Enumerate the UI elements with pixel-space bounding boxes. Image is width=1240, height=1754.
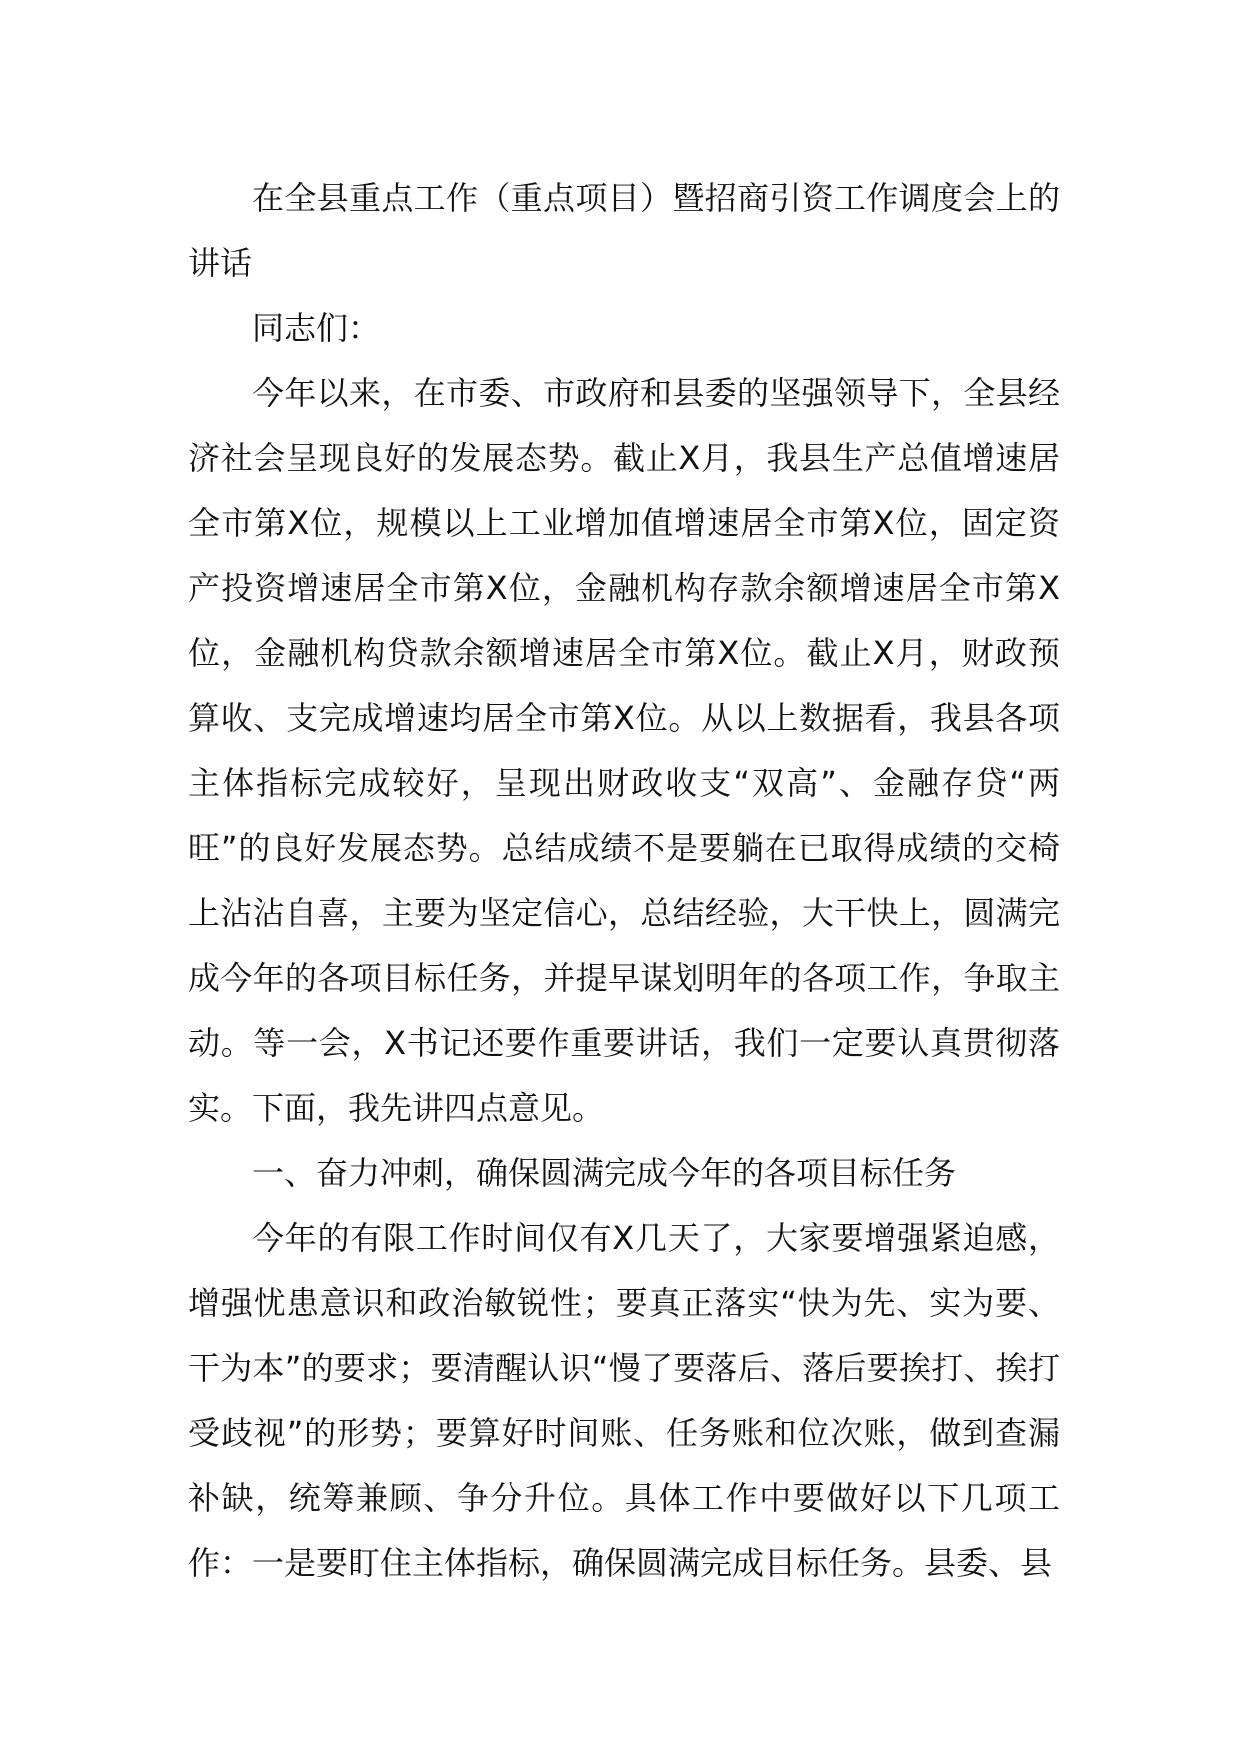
section-paragraph: 今年的有限工作时间仅有X几天了，大家要增强紧迫感，增强忧患意识和政治敏锐性；要真正落实“快为先、实为要、干为本”的要求；要清醒认识“慢了要落后、落后要挨打、挨打受歧视”的形势；要算好时间账、任务账和位次账，做到查漏补缺，统筹兼顾、争分升位。具体工作中要做好以下几项工作：一是要盯住主体指标，确保圆满完成目标任务。县委、县	[188, 1219, 1060, 1582]
body-paragraph: 今年以来，在市委、市政府和县委的坚强领导下，全县经济社会呈现良好的发展态势。截止X月，我县生产总值增速居全市第X位，规模以上工业增加值增速居全市第X位，固定资产投资增速居全市第X位，金融机构存款余额增速居全市第X位，金融机构贷款余额增速居全市第X位。截止X月，财政预算收、支完成增速均居全市第X位。从以上数据看，我县各项主体指标完成较好，呈现出财政收支“双高”、金融存贷“两旺”的良好发展态势。总结成绩不是要躺在已取得成绩的交椅上沾沾自喜，主要为坚定信心，总结经验，大干快上，圆满完成今年的各项目标任务，并提早谋划明年的各项工作，争取主动。等一会，X书记还要作重要讲话，我们一定要认真贯彻落实。下面，我先讲四点意见。	[188, 374, 1060, 1127]
salutation: 同志们：	[252, 309, 381, 347]
section-heading: 一、奋力冲刺，确保圆满完成今年的各项目标任务	[252, 1154, 957, 1192]
document-title: 在全县重点工作（重点项目）暨招商引资工作调度会上的讲话	[188, 179, 1060, 282]
document-body	[188, 166, 1060, 1596]
